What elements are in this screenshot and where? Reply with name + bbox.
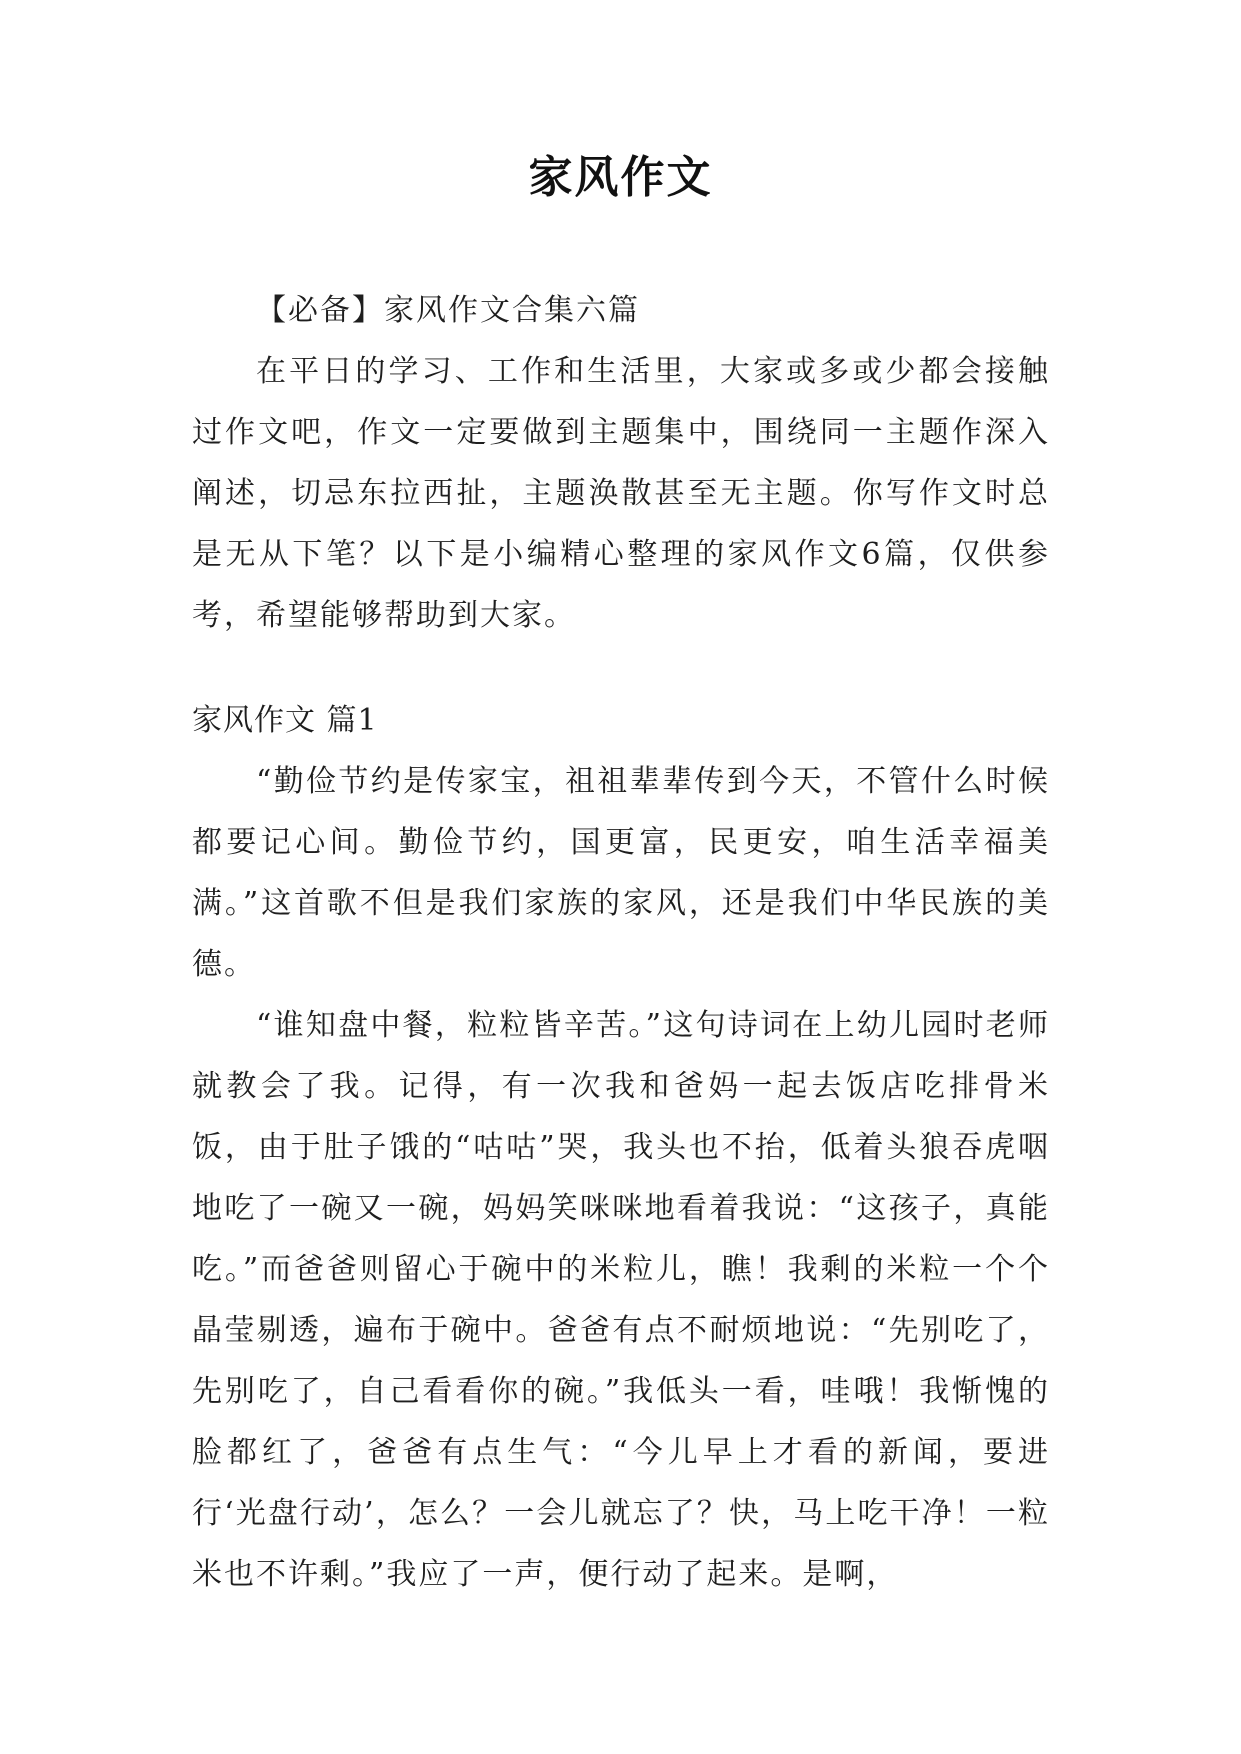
section-heading: 家风作文 篇1 xyxy=(192,703,378,738)
intro-paragraph: 在平日的学习、工作和生活里，大家或多或少都会接触过作文吧，作文一定要做到主题集中，围绕同一主题作深入阐述，切忌东拉西扯，主题涣散甚至无主题。你写作文时总是无从下笔？以下是小编精心整理的家风作文6篇，仅供参考，希望能够帮助到大家。 xyxy=(192,354,1050,633)
intro-block xyxy=(192,280,1050,646)
document-subtitle: 【必备】家风作文合集六篇 xyxy=(256,293,640,328)
body-paragraph-1: “勤俭节约是传家宝，祖祖辈辈传到今天，不管什么时候都要记心间。勤俭节约，国更富，民更安，咱生活幸福美满。”这首歌不但是我们家族的家风，还是我们中华民族的美德。 xyxy=(192,764,1050,982)
body-paragraph-2: “谁知盘中餐，粒粒皆辛苦。”这句诗词在上幼儿园时老师就教会了我。记得，有一次我和爸妈一起去饭店吃排骨米饭，由于肚子饿的“咕咕”哭，我头也不抬，低着头狼吞虎咽地吃了一碗又一碗，妈妈笑咪咪地看着我说：“这孩子，真能吃。”而爸爸则留心于碗中的米粒儿，瞧！我剩的米粒一个个晶莹剔透，遍布于碗中。爸爸有点不耐烦地说：“先别吃了，先别吃了，自己看看你的碗。”我低头一看，哇哦！我惭愧的脸都红了，爸爸有点生气：“今儿早上才看的新闻，要进行‘光盘行动’，怎么？一会儿就忘了？快，马上吃干净！一粒米也不许剩。”我应了一声，便行动了起来。是啊， xyxy=(192,1008,1050,1592)
section-block xyxy=(192,690,1050,1605)
document-title: 家风作文 xyxy=(528,152,713,203)
